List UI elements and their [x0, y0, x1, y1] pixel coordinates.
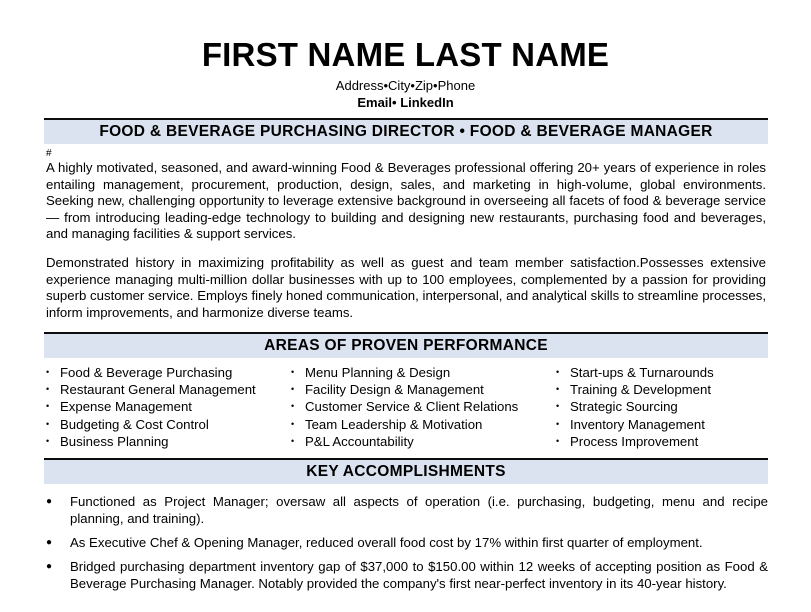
accomplishment-item-3 [46, 559, 768, 592]
list-item: • Customer Service & Client Relations [291, 399, 519, 415]
list-item: • Strategic Sourcing [556, 399, 678, 415]
bullet-icon: • [291, 401, 295, 412]
accomplishment-text: Functioned as Project Manager; oversaw all aspects of operation (i.e. purchasing, budgeting, menu and recipe planning, and training). [70, 494, 768, 526]
list-item: • Team Leadership & Motivation [291, 416, 483, 432]
bullet-icon: ● [46, 496, 53, 507]
areas-heading: AREAS OF PROVEN PERFORMANCE [44, 332, 768, 358]
bullet-icon: • [46, 384, 50, 395]
candidate-name: FIRST NAME LAST NAME [201, 36, 610, 73]
title-bar: FOOD & BEVERAGE PURCHASING DIRECTOR • FOOD & BEVERAGE MANAGER [44, 118, 768, 144]
accomplishment-item-2 [46, 535, 768, 552]
bullet-icon: • [556, 384, 560, 395]
accomplishment-text: Bridged purchasing department inventory gap of $37,000 to $150.00 within 12 weeks of accepting position as Food & Beverage Purchasing Manager. Notably provided the company's first near-perfect inventory in its 40-year history. [70, 559, 768, 591]
bullet-icon: • [46, 367, 50, 377]
bullet-icon: ● [46, 561, 53, 572]
bullet-icon: • [291, 367, 295, 377]
list-item: • Restaurant General Management [46, 382, 256, 398]
bullet-icon: • [556, 401, 560, 412]
bullet-icon: • [46, 418, 50, 429]
list-item: • Menu Planning & Design [291, 365, 451, 380]
summary-marker: # [46, 148, 52, 159]
summary-paragraph-2: Demonstrated history in maximizing profitability as well as guest and team member satisfaction.Possesses extensive experience managing multi-million dollar businesses with up to 100 employees, complemented by a passion for providing superb customer service. Employs finely honed communication, interpersonal, and analytical skills to streamline processes, inform improvements, and harmonize diverse teams. [46, 255, 766, 320]
list-item: • P&L Accountability [291, 433, 414, 449]
bullet-icon: • [46, 401, 50, 412]
bullet-icon: • [46, 435, 50, 446]
accomplishments-heading: KEY ACCOMPLISHMENTS [44, 458, 768, 484]
list-item: • Process Improvement [556, 433, 699, 449]
accomplishment-item-1 [46, 494, 768, 527]
list-item: • Inventory Management [556, 416, 705, 432]
areas-column-1 [46, 364, 256, 450]
list-item: • Food & Beverage Purchasing [46, 365, 233, 380]
list-item: • Budgeting & Cost Control [46, 416, 209, 432]
areas-column-3 [556, 364, 714, 450]
bullet-icon: • [291, 384, 295, 395]
accomplishment-text: As Executive Chef & Opening Manager, reduced overall food cost by 17% within first quarter of employment. [70, 535, 703, 550]
areas-column-2 [291, 364, 518, 450]
list-item: • Facility Design & Management [291, 382, 484, 398]
contact-line: Address•City•Zip•Phone [335, 78, 476, 93]
list-item: • Start-ups & Turnarounds [556, 365, 714, 380]
list-item: • Expense Management [46, 399, 192, 415]
bullet-icon: • [556, 367, 560, 377]
bullet-icon: ● [46, 537, 53, 548]
bullet-icon: • [556, 435, 560, 446]
bullet-icon: • [556, 418, 560, 429]
summary-paragraph-1: A highly motivated, seasoned, and award-winning Food & Beverages professional offering 20+ years of experience in roles entailing management, procurement, production, design, sales, and marketing in high-volume, global environments. Seeking new, challenging opportunity to leverage extensive background in overseeing all facets of food & beverage service — from introducing leading-edge technology to building and designing new restaurants, purchasing food and beverages, and managing facilities & support services. [46, 160, 766, 242]
bullet-icon: • [291, 435, 295, 446]
list-item: • Training & Development [556, 382, 711, 398]
list-item: • Business Planning [46, 433, 169, 449]
email-linkedin-line: Email• LinkedIn [357, 95, 454, 110]
bullet-icon: • [291, 418, 295, 429]
